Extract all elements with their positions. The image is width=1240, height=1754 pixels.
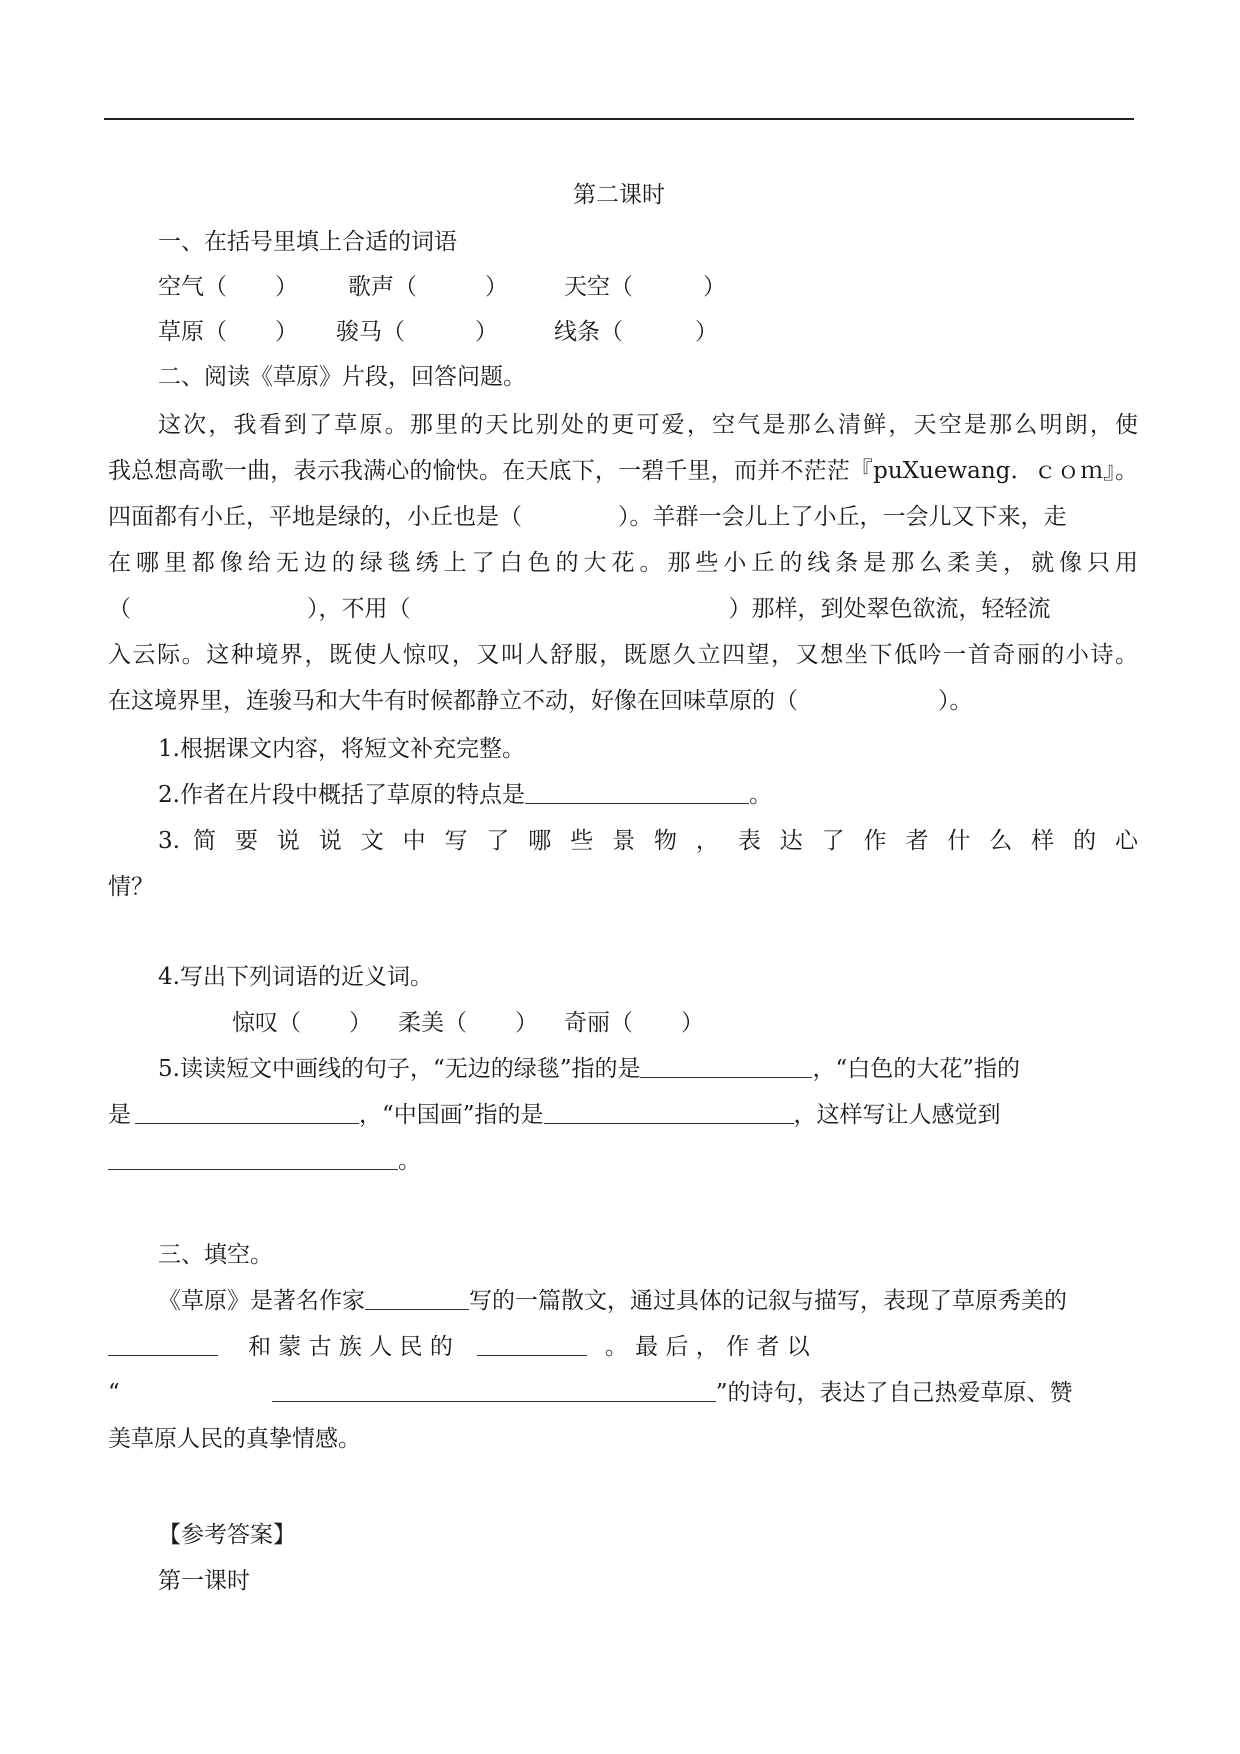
q1-bracket-close: ） bbox=[275, 274, 298, 300]
passage-text: 四面都有小丘，平地是绿的，小丘也是（ bbox=[108, 504, 522, 530]
fill-text: 写的一篇散文，通过具体的记叙与描写，表现了草原秀美的 bbox=[469, 1288, 1067, 1314]
answer-blank[interactable] bbox=[272, 1379, 716, 1402]
sub-question-1: 1.根据课文内容，将短文补充完整。 bbox=[158, 736, 525, 762]
header-rule bbox=[104, 118, 1134, 120]
question-text: 2.作者在片段中概括了草原的特点是 bbox=[158, 782, 525, 808]
q1-bracket-close: ） bbox=[275, 319, 298, 345]
question-text: 是 bbox=[108, 1102, 131, 1128]
answer-key-title: 【参考答案】 bbox=[158, 1522, 296, 1548]
q1-word-lines: 线条（ bbox=[554, 319, 623, 345]
q2-title: 二、阅读《草原》片段，回答问题。 bbox=[158, 364, 526, 390]
fill-text: 和 蒙 古 族 人 民 的 bbox=[248, 1334, 453, 1360]
sub-question-3-cont: 情？ bbox=[108, 874, 154, 900]
answer-key-subtitle: 第一课时 bbox=[158, 1568, 250, 1594]
question-text: 5.读读短文中画线的句子，“无边的绿毯”指的是 bbox=[158, 1056, 641, 1082]
sub-question-2 bbox=[158, 780, 1138, 810]
sub-question-5-cont bbox=[108, 1100, 1138, 1130]
answer-blank[interactable] bbox=[525, 781, 749, 804]
passage-line-1: 这次，我看到了草原。那里的天比别处的更可爱，空气是那么清鲜，天空是那么明朗，使 bbox=[158, 412, 1138, 438]
passage-text: （ bbox=[108, 596, 131, 622]
q1-bracket-close: ） bbox=[475, 319, 498, 345]
question-text: 。 bbox=[748, 782, 772, 808]
passage-line-5 bbox=[108, 594, 1138, 624]
q1-title: 一、在括号里填上合适的词语 bbox=[158, 229, 457, 255]
q1-word-horse: 骏马（ bbox=[336, 319, 405, 345]
q3-line-4: 美草原人民的真挚情感。 bbox=[108, 1426, 361, 1452]
passage-line-4: 在哪里都像给无边的绿毯绣上了白色的大花。那些小丘的线条是那么柔美，就像只用 bbox=[108, 550, 1138, 576]
q1-bracket-close: ） bbox=[703, 274, 726, 300]
sub-question-5 bbox=[158, 1054, 1138, 1084]
q1-word-song: 歌声（ bbox=[348, 274, 417, 300]
answer-blank[interactable] bbox=[365, 1287, 469, 1310]
question-text: ，这样写让人感觉到 bbox=[793, 1102, 1001, 1128]
fill-text: 《草原》是著名作家 bbox=[158, 1288, 365, 1314]
q1-row1 bbox=[158, 272, 1138, 302]
synonym-word: 柔美（ bbox=[398, 1010, 467, 1036]
passage-line-6: 入云际。这种境界，既使人惊叹，又叫人舒服，既愿久立四望，又想坐下低吟一首奇丽的小诗。 bbox=[108, 642, 1138, 668]
fill-text: 。 最 后 ， 作 者 以 bbox=[604, 1334, 810, 1360]
synonym-bracket: ） bbox=[515, 1010, 538, 1036]
answer-blank[interactable] bbox=[640, 1055, 812, 1078]
passage-text: ），不用（ bbox=[307, 596, 411, 622]
q1-bracket-close: ） bbox=[485, 274, 508, 300]
q3-line-2 bbox=[108, 1332, 1138, 1362]
synonym-bracket: ） bbox=[681, 1010, 704, 1036]
sub-question-5-end bbox=[108, 1146, 1138, 1176]
q1-bracket-close: ） bbox=[695, 319, 718, 345]
passage-text: ）那样，到处翠色欲流，轻轻流 bbox=[728, 596, 1051, 622]
q3-line-1 bbox=[158, 1286, 1138, 1316]
q1-row2 bbox=[158, 317, 1138, 347]
passage-text: ）。 bbox=[938, 688, 973, 714]
passage-line-7 bbox=[108, 686, 1138, 716]
question-text: ，“白色的大花”指的 bbox=[812, 1056, 1020, 1082]
q3-title: 三、填空。 bbox=[158, 1242, 273, 1268]
answer-blank[interactable] bbox=[108, 1147, 398, 1170]
synonym-word: 奇丽（ bbox=[564, 1010, 633, 1036]
q3-line-3 bbox=[108, 1378, 1138, 1408]
passage-line-3 bbox=[108, 502, 1138, 532]
question-text: 。 bbox=[398, 1148, 421, 1174]
fill-text: ”的诗句，表达了自己热爱草原、赞 bbox=[715, 1380, 1073, 1406]
synonym-row bbox=[232, 1008, 932, 1038]
fill-text: “ bbox=[108, 1380, 120, 1406]
answer-blank[interactable] bbox=[544, 1101, 794, 1124]
passage-text: 在这境界里，连骏马和大牛有时候都静立不动，好像在回味草原的（ bbox=[108, 688, 798, 714]
synonym-bracket: ） bbox=[349, 1010, 372, 1036]
passage-text: ）。羊群一会儿上了小丘，一会儿又下来，走 bbox=[618, 504, 1067, 530]
answer-blank[interactable] bbox=[135, 1101, 359, 1124]
q1-word-air: 空气（ bbox=[158, 274, 227, 300]
question-text: ，“中国画”指的是 bbox=[359, 1102, 544, 1128]
q1-word-sky: 天空（ bbox=[564, 274, 633, 300]
synonym-word: 惊叹（ bbox=[232, 1010, 301, 1036]
q1-word-grassland: 草原（ bbox=[158, 319, 227, 345]
sub-question-4: 4.写出下列词语的近义词。 bbox=[158, 964, 433, 990]
passage-line-2: 我总想高歌一曲，表示我满心的愉快。在天底下，一碧千里，而并不茫茫『puXuewang．ｃｏｍ』。 bbox=[108, 458, 1138, 484]
answer-blank[interactable] bbox=[477, 1333, 587, 1356]
sub-question-3: 3. 简 要 说 说 文 中 写 了 哪 些 景 物 ， 表 达 了 作 者 什 么 样 的 心 bbox=[158, 828, 1138, 854]
answer-blank[interactable] bbox=[108, 1333, 218, 1356]
lesson-title: 第二课时 bbox=[573, 182, 665, 208]
